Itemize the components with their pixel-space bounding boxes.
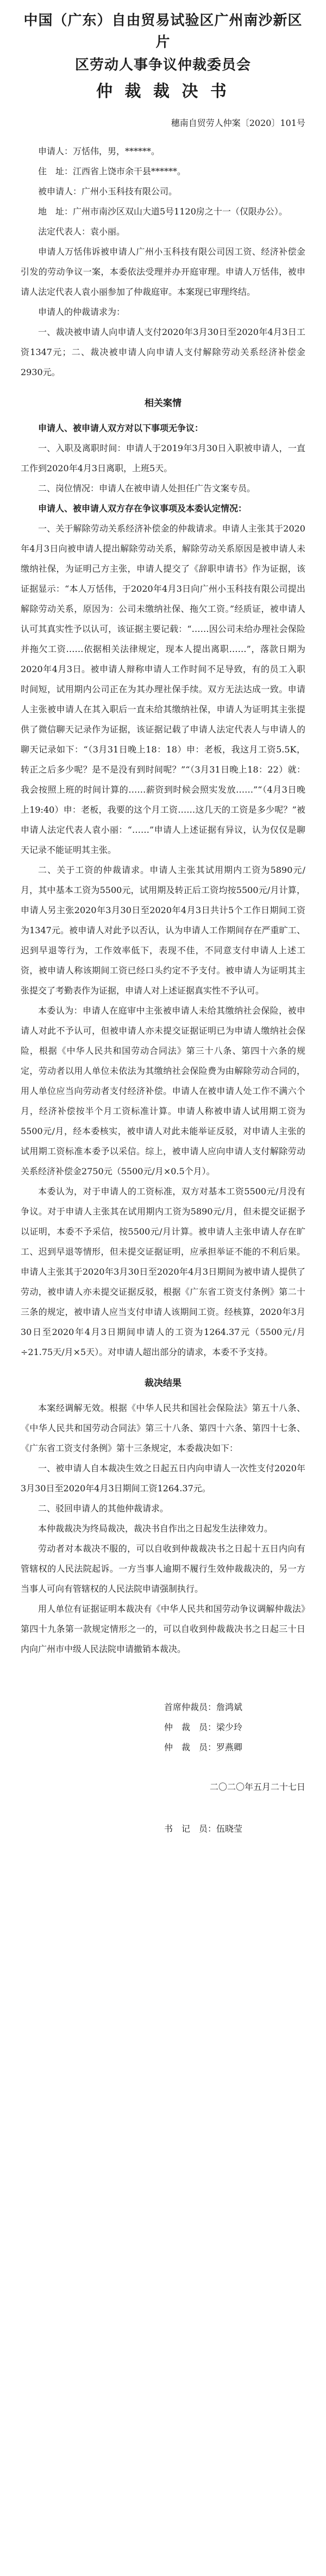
chief-arbitrator: 首席仲裁员：詹鸿斌 [164, 1702, 243, 1712]
award-date: 二〇二〇年五月二十七日 [209, 1782, 305, 1792]
case-intro: 申请人万恬伟诉被申请人广州小玉科技有限公司因工资、经济补偿金引发的劳动争议一案，本委依法受理并办开庭审理。申请人万恬伟，被申请人法定代表人袁小丽参加了仲裁庭审。本案现已审理终结。 [21, 246, 305, 297]
ruling-basis: 本案经调解无效。根据《中华人民共和国社会保险法》第五十八条、《中华人民共和国劳动合同法》第三十八条、第四十六条、第四十七条、《广东省工资支付条例》第十三条规定，本委裁决如下： [21, 1403, 305, 1453]
disputed-item: 二、关于工资的仲裁请求。申请人主张其试用期内工资为5890元/月，其中基本工资为5500元，试用期及转正后工资均按5500元/月计算，申请人另主张2020年3月30日至2020年4月3日共计5个工作日期间工资为1347元。被申请人对此予以否认，认为申请人工作期间存在严重旷工、迟到早退等行为，工作效率低下，表现不佳，不同意支付申请人上述工资，被申请人称该期间工资已经口头约定不予支付。被申请人为证明其主张提交了考勤表作为证据，申请人对上述证据真实性不予认可。 [21, 865, 305, 996]
case-number: 穗南自贸劳人仲案〔2020〕101号 [171, 118, 305, 128]
ruling-item: 一、被申请人自本裁决生效之日起五日内向申请人一次性支付2020年3月30日至2020年4月3日期间工资1264.37元。 [21, 1463, 305, 1493]
party-respondent-address: 地 址：广州市南沙区双山大道5号1120房之十一（仅限办公）。 [38, 206, 287, 217]
ruling-item: 二、驳回申请人的其他仲裁请求。 [38, 1503, 169, 1514]
document-type-title: 仲 裁 裁 决 书 [96, 82, 230, 101]
claims-list: 一、裁决被申请人向申请人支付2020年3月30日至2020年4月3日工资1347元；二、裁决被申请人向申请人支付解除劳动关系经济补偿金2930元。 [21, 327, 305, 377]
facts-heading: 相关案情 [145, 398, 181, 409]
party-respondent: 被申请人：广州小玉科技有限公司。 [38, 186, 178, 197]
disputed-item: 一、关于解除劳动关系经济补偿金的仲裁请求。申请人主张其于2020年4月3日向被申请人提出解除劳动关系，解除劳动关系原因是被申请人未缴纳社保，为证明己方主张，申请人提交了《辞职申请书》作为证据，该证据显示：“本人万恬伟，于2020年4月3日向广州小玉科技有限公司提出解除劳动关系，原因为：公司未缴纳社保、拖欠工资。”经质证，被申请人认可其真实性予以认可，该证据主要记载：“……因公司未给办理社会保险并拖欠工资……依据相关法律规定，现本人提出离职……”，落款日期为2020年4月3日。被申请人辩称申请人工作时间不足导致，有的员工入职时间短，试用期内公司正在为其办理社保手续。双方无法达成一致。申请人主张被申请人在其入职后一直未给其缴纳社保，申请人为证明其主张提供了微信聊天记录作为证据，该证据记载了申请人法定代表人与申请人的聊天记录如下：“（3月31日晚上18：18）申：老板，我这月工资5.5K，转正之后多少呢？是不是没有到时间呢？”“（3月31日晚上18：22）就：我会按照上班的时间计算的……薪资到时候会照实发放……”“（4月3日晚上19:40）申：老板，我要的这个月工资……这几天的工资是多少呢？”被申请人法定代表人袁小丽：“……”申请人上述证据有异议，认为仅仅是聊天记录不能证明其主张。 [21, 523, 305, 855]
arbitrator: 仲 裁 员：梁少玲 [164, 1722, 243, 1732]
appeal-notice: 劳动者对本裁决不服的，可以自收到仲裁裁决书之日起十五日内向有管辖权的人民法院起诉。一方当事人逾期不履行生效仲裁裁决的，另一方当事人可向有管辖权的人民法院申请强制执行。 [21, 1543, 305, 1594]
party-legal-representative: 法定代表人：袁小丽。 [38, 226, 126, 237]
ruling-heading: 裁决结果 [145, 1378, 181, 1389]
party-applicant-address: 住 址：江西省上饶市余干县******。 [38, 166, 186, 176]
disputed-heading: 申请人、被申请人双方存在争议事项及本委认定情况： [38, 503, 247, 514]
arbitrator: 仲 裁 员：罗燕卿 [164, 1742, 243, 1752]
undisputed-item: 二、岗位情况：申请人在被申请人处担任广告文案专员。 [38, 483, 256, 493]
undisputed-heading: 申请人、被申请人双方对以下事项无争议： [38, 423, 204, 433]
commission-opinion: 本委认为：申请人在庭审中主张被申请人未给其缴纳社会保险，被申请人对此不予认可，但被申请人亦未提交证据证明已为申请人缴纳社会保险，根据《中华人民共和国劳动合同法》第三十八条、第四十六条的规定，劳动者以用人单位未依法为其缴纳社会保险费为由解除劳动合同的，用人单位应当向劳动者支付经济补偿。申请人在被申请人处工作不满六个月，经济补偿按半个月工资标准计算。申请人称被申请人试用期工资为5500元/月，经本委核实，被申请人对此未能举证反驳，对申请人主张的试用期工资标准本委予以采信。综上，被申请人应向申请人支付解除劳动关系经济补偿金2750元（5500元/月×0.5个月）。 [21, 1005, 305, 1176]
commission-opinion: 本委认为，对于申请人的工资标准，双方对基本工资5500元/月没有争议。对于申请人主张其在试用期内工资为5890元/月，但未提交证据予以证明，本委不予采信，按5500元/月计算。被申请人主张申请人存在旷工、迟到早退等情形，但未提交证据证明，应承担举证不能的不利后果。申请人主张其于2020年3月30日至2020年4月3日期间为被申请人提供了劳动，被申请人亦未提交证据反驳，根据《广东省工资支付条例》第二十三条的规定，被申请人应当支付申请人该期间工资。经核算，2020年3月30日至2020年4月3日期间申请人的工资为1264.37元（5500元/月÷21.75天/月×5天）。对申请人超出部分的请求，本委不予支持。 [21, 1186, 305, 1357]
undisputed-item: 一、入职及离职时间：申请人于2019年3月30日入职被申请人，一直工作到2020年4月3日离职，上班5天。 [21, 443, 305, 473]
document-title-line-1: 中国（广东）自由贸易试验区广州南沙新区片 [23, 12, 303, 50]
appeal-notice: 用人单位有证据证明本裁决有《中华人民共和国劳动争议调解仲裁法》第四十九条第一款规定情形之一的，可以自收到仲裁裁决书之日起三十日内向广州市中级人民法院申请撤销本裁决。 [21, 1604, 305, 1654]
arbitrator-signatures [164, 1697, 284, 1757]
clerk-name: 书 记 员：伍晓莹 [164, 1824, 243, 1834]
document-title-line-2: 区劳动人事争议仲裁委员会 [74, 57, 251, 73]
parties-section [21, 141, 305, 242]
claims-heading: 申请人的仲裁请求为： [38, 307, 126, 317]
clerk-signature [164, 1819, 273, 1839]
party-applicant: 申请人：万恬伟，男，******。 [38, 146, 160, 156]
ruling-final-note: 本仲裁裁决为终局裁决，裁决书自作出之日起发生法律效力。 [38, 1523, 273, 1534]
